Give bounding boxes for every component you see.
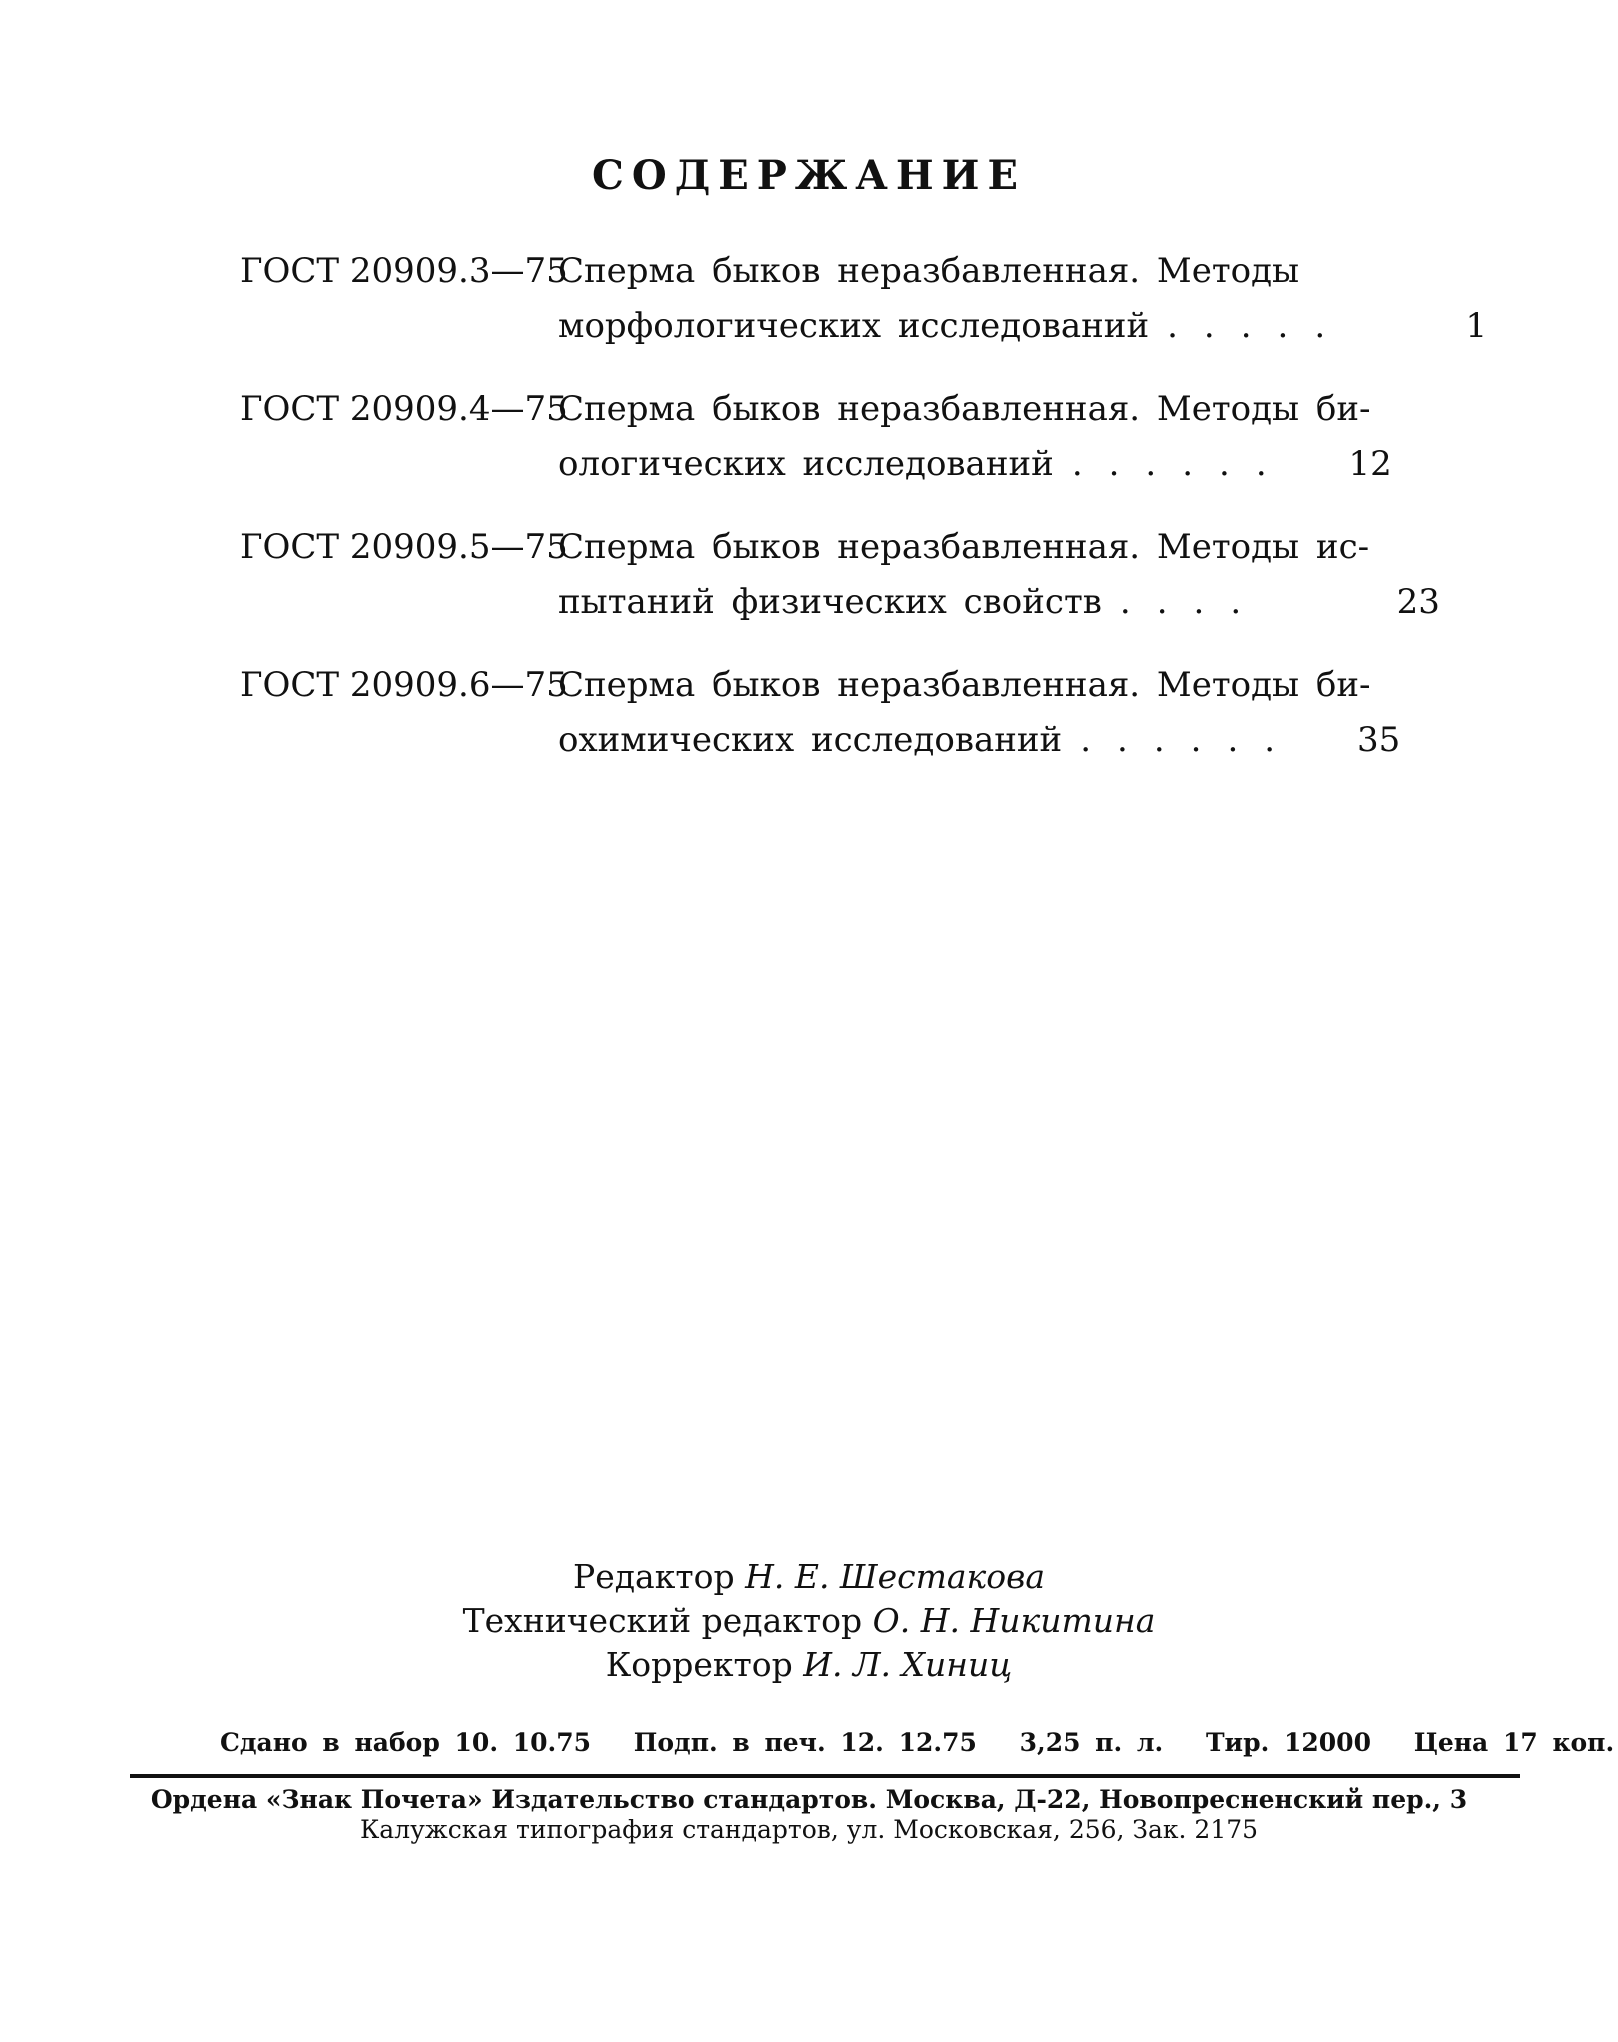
toc-leader-dots: ...... bbox=[1080, 720, 1302, 760]
toc-entry bbox=[240, 658, 1401, 768]
tech-editor-label: Технический редактор bbox=[462, 1601, 863, 1640]
toc-page-number: 35 bbox=[1356, 720, 1401, 760]
toc-page-number: 1 bbox=[1465, 306, 1488, 346]
corrector-label: Корректор bbox=[605, 1645, 793, 1684]
toc-title-line-1: Сперма быков неразбавленная. Методы bbox=[558, 251, 1300, 291]
print-run: Тир. 12000 bbox=[1205, 1728, 1371, 1757]
toc-title-line-2: охимических исследований bbox=[558, 720, 1063, 760]
toc-leader-dots: ..... bbox=[1167, 306, 1352, 346]
credits-block bbox=[0, 1555, 1618, 1687]
signed-to-print-date: Подп. в печ. 12. 12.75 bbox=[633, 1728, 977, 1757]
toc-leader-dots: .... bbox=[1119, 582, 1268, 622]
toc-page-number: 12 bbox=[1348, 444, 1392, 484]
printed-sheets: 3,25 п. л. bbox=[1019, 1728, 1164, 1757]
toc-title-line-2: ологических исследований bbox=[558, 444, 1054, 484]
toc-entry bbox=[240, 520, 1440, 630]
corrector-name: И. Л. Хиниц bbox=[803, 1645, 1013, 1684]
tech-editor-name: О. Н. Никитина bbox=[872, 1601, 1156, 1640]
typeset-date: Сдано в набор 10. 10.75 bbox=[220, 1728, 592, 1757]
corrector-credit bbox=[0, 1643, 1618, 1687]
toc-title-line-1: Сперма быков неразбавленная. Методы би- bbox=[558, 389, 1371, 429]
toc-standard-code: ГОСТ 20909.4—75 bbox=[240, 389, 568, 429]
toc-standard-code: ГОСТ 20909.5—75 bbox=[240, 527, 568, 567]
publisher-line: Ордена «Знак Почета» Издательство стандартов. Москва, Д-22, Новопресненский пер., 3 bbox=[150, 1785, 1468, 1814]
toc-entry-title bbox=[558, 244, 1487, 354]
toc-leader-dots: ...... bbox=[1071, 444, 1293, 484]
publisher-block bbox=[0, 1785, 1618, 1845]
price: Цена 17 коп. bbox=[1413, 1728, 1615, 1757]
toc-title-line-1: Сперма быков неразбавленная. Методы ис- bbox=[558, 527, 1370, 567]
editor-label: Редактор bbox=[572, 1557, 735, 1596]
tech-editor-credit bbox=[0, 1599, 1618, 1643]
toc-heading: СОДЕРЖАНИЕ bbox=[592, 152, 1026, 199]
toc-title-line-1: Сперма быков неразбавленная. Методы би- bbox=[558, 665, 1371, 705]
toc-entry-title bbox=[558, 658, 1400, 768]
toc-page-number: 23 bbox=[1396, 582, 1440, 622]
toc-entry-title bbox=[558, 520, 1440, 630]
toc-list bbox=[240, 244, 1488, 796]
toc-title-line-2: пытаний физических свойств bbox=[558, 582, 1102, 622]
toc-entry-title bbox=[558, 382, 1392, 492]
print-imprint-line bbox=[220, 1728, 1615, 1757]
toc-entry bbox=[240, 382, 1392, 492]
toc-standard-code: ГОСТ 20909.3—75 bbox=[240, 251, 568, 291]
divider-rule bbox=[130, 1774, 1520, 1778]
editor-credit bbox=[0, 1555, 1618, 1599]
toc-standard-code: ГОСТ 20909.6—75 bbox=[240, 665, 568, 705]
toc-title-line-2: морфологических исследований bbox=[558, 306, 1150, 346]
toc-entry bbox=[240, 244, 1488, 354]
printing-house-line: Калужская типография стандартов, ул. Московская, 256, Зак. 2175 bbox=[359, 1815, 1259, 1844]
editor-name: Н. Е. Шестакова bbox=[745, 1557, 1046, 1596]
